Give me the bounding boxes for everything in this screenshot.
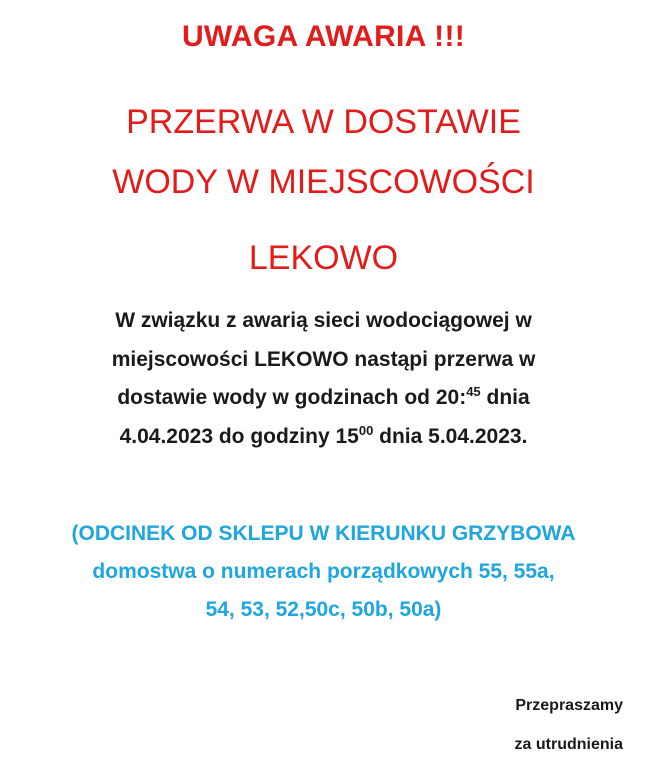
end-time-text: 4.04.2023 do godziny 15	[119, 424, 359, 448]
apology-line-2: za utrudnienia	[514, 736, 623, 753]
body-line-3	[40, 379, 607, 418]
body-line-2: miejscowości LEKOWO nastąpi przerwa w	[111, 347, 536, 371]
affected-area	[20, 515, 627, 629]
apology-line-1: Przepraszamy	[515, 697, 623, 714]
affected-area-line-1: (ODCINEK OD SKLEPU W KIERUNKU GRZYBOWA	[71, 522, 576, 545]
start-time-text: dostawie wody w godzinach od 20:	[117, 386, 467, 409]
body-line-1: W związku z awarią sieci wodociągowej w	[115, 309, 532, 332]
affected-area-line-3: 54, 53, 52,50c, 50b, 50a)	[205, 598, 442, 621]
notice-title: UWAGA AWARIA !!!	[181, 20, 466, 53]
body-line-4	[40, 418, 607, 457]
end-date-text: dnia 5.04.2023.	[373, 424, 528, 448]
end-time-minutes: 00	[358, 422, 374, 438]
notice-subtitle-line-2: WODY W MIEJSCOWOŚCI	[112, 163, 535, 201]
affected-area-line-2: domostwa o numerach porządkowych 55, 55a,	[92, 560, 555, 583]
start-day-label: dnia	[480, 386, 530, 409]
notice-body	[40, 302, 607, 456]
notice-locality: LEKOWO	[248, 239, 399, 277]
start-time-minutes: 45	[466, 384, 481, 399]
notice-subtitle-line-1: PRZERWA W DOSTAWIE	[126, 103, 521, 141]
